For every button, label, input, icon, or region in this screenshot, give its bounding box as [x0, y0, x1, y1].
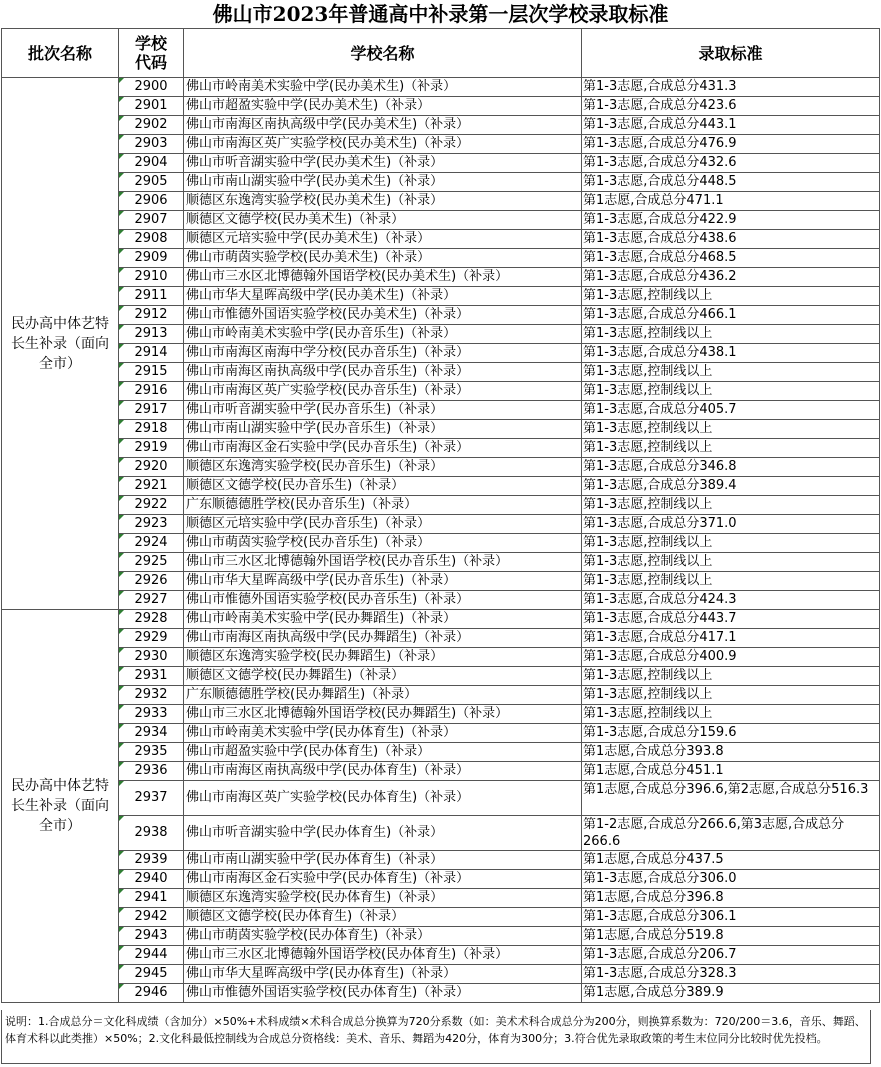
admission-standard-cell: 第1-3志愿,合成总分468.5: [582, 249, 880, 268]
school-name-cell: 佛山市超盈实验中学(民办美术生)（补录）: [184, 97, 582, 116]
admission-standard-cell: 第1-3志愿,控制线以上: [582, 667, 880, 686]
school-name-cell: 佛山市惟德外国语实验学校(民办美术生)（补录）: [184, 306, 582, 325]
admission-standard-cell: 第1-3志愿,合成总分389.4: [582, 477, 880, 496]
admission-standard-cell: 第1志愿,合成总分451.1: [582, 762, 880, 781]
school-name-cell: 佛山市南海区英广实验学校(民办体育生)（补录）: [184, 781, 582, 816]
school-name-cell: 佛山市听音湖实验中学(民办美术生)（补录）: [184, 154, 582, 173]
admission-standard-cell: 第1志愿,合成总分519.8: [582, 927, 880, 946]
school-code-cell: 2900: [119, 78, 184, 97]
table-body: [2, 78, 880, 1003]
school-name-cell: 佛山市萌茵实验学校(民办美术生)（补录）: [184, 249, 582, 268]
table-row: [2, 908, 880, 927]
admission-standard-cell: 第1-3志愿,合成总分306.1: [582, 908, 880, 927]
school-code-cell: 2905: [119, 173, 184, 192]
admission-standard-cell: 第1-3志愿,合成总分328.3: [582, 965, 880, 984]
admission-standard-cell: 第1-3志愿,控制线以上: [582, 705, 880, 724]
school-code-cell: 2922: [119, 496, 184, 515]
school-code-cell: 2920: [119, 458, 184, 477]
table-row: [2, 173, 880, 192]
header-batch: 批次名称: [2, 29, 119, 78]
batch-cell: 民办高中体艺特长生补录（面向全市）: [2, 610, 119, 1003]
table-row: [2, 325, 880, 344]
school-name-cell: 佛山市南山湖实验中学(民办体育生)（补录）: [184, 851, 582, 870]
school-code-cell: 2930: [119, 648, 184, 667]
admission-standard-cell: 第1-3志愿,合成总分424.3: [582, 591, 880, 610]
school-name-cell: 佛山市南海区金石实验中学(民办体育生)（补录）: [184, 870, 582, 889]
table-row: [2, 420, 880, 439]
admission-standard-cell: 第1-3志愿,合成总分417.1: [582, 629, 880, 648]
table-row: [2, 211, 880, 230]
school-name-cell: 佛山市华大星晖高级中学(民办美术生)（补录）: [184, 287, 582, 306]
school-name-cell: 佛山市南海区金石实验中学(民办音乐生)（补录）: [184, 439, 582, 458]
school-code-cell: 2939: [119, 851, 184, 870]
admission-standard-cell: 第1-3志愿,合成总分405.7: [582, 401, 880, 420]
school-code-cell: 2935: [119, 743, 184, 762]
admission-standard-cell: 第1-3志愿,控制线以上: [582, 363, 880, 382]
table-row: [2, 762, 880, 781]
school-code-cell: 2928: [119, 610, 184, 629]
school-name-cell: 顺德区文德学校(民办舞蹈生)（补录）: [184, 667, 582, 686]
table-row: [2, 363, 880, 382]
school-code-cell: 2908: [119, 230, 184, 249]
admission-standard-cell: 第1-3志愿,合成总分159.6: [582, 724, 880, 743]
school-code-cell: 2923: [119, 515, 184, 534]
header-school: 学校名称: [184, 29, 582, 78]
school-name-cell: 佛山市华大星晖高级中学(民办体育生)（补录）: [184, 965, 582, 984]
admission-standard-cell: 第1-3志愿,合成总分476.9: [582, 135, 880, 154]
table-row: [2, 477, 880, 496]
admission-standard-cell: 第1-3志愿,合成总分431.3: [582, 78, 880, 97]
school-name-cell: 佛山市南山湖实验中学(民办音乐生)（补录）: [184, 420, 582, 439]
school-name-cell: 顺德区元培实验中学(民办音乐生)（补录）: [184, 515, 582, 534]
table-row: [2, 816, 880, 851]
table-row: [2, 439, 880, 458]
school-code-cell: 2918: [119, 420, 184, 439]
table-row: [2, 230, 880, 249]
school-name-cell: 佛山市三水区北博德翰外国语学校(民办美术生)（补录）: [184, 268, 582, 287]
school-name-cell: 顺德区文德学校(民办体育生)（补录）: [184, 908, 582, 927]
school-code-cell: 2934: [119, 724, 184, 743]
footnote: 说明：1.合成总分＝文化科成绩（含加分）×50%+术科成绩×术科合成总分换算为720分系数（如：美术术科合成总分为200分，则换算系数为：720/200＝3.6，音乐、舞蹈、体育术科以此类推）×50%；2.文化科最低控制线为合成总分资格线：美术、音乐、舞蹈为420分，体育为300分；3.符合优先录取政策的考生末位同分比较时优先投档。: [1, 1010, 871, 1064]
school-name-cell: 佛山市萌茵实验学校(民办音乐生)（补录）: [184, 534, 582, 553]
admission-standard-cell: 第1-3志愿,合成总分448.5: [582, 173, 880, 192]
school-code-cell: 2901: [119, 97, 184, 116]
school-code-cell: 2926: [119, 572, 184, 591]
school-name-cell: 佛山市三水区北博德翰外国语学校(民办体育生)（补录）: [184, 946, 582, 965]
school-name-cell: 佛山市惟德外国语实验学校(民办音乐生)（补录）: [184, 591, 582, 610]
school-name-cell: 佛山市南山湖实验中学(民办美术生)（补录）: [184, 173, 582, 192]
school-code-cell: 2940: [119, 870, 184, 889]
school-code-cell: 2931: [119, 667, 184, 686]
school-code-cell: 2942: [119, 908, 184, 927]
table-row: [2, 851, 880, 870]
school-code-cell: 2916: [119, 382, 184, 401]
table-row: [2, 667, 880, 686]
table-row: [2, 743, 880, 762]
school-name-cell: 顺德区文德学校(民办美术生)（补录）: [184, 211, 582, 230]
admission-standard-cell: 第1-3志愿,控制线以上: [582, 553, 880, 572]
table-row: [2, 515, 880, 534]
table-row: [2, 781, 880, 816]
table-row: [2, 572, 880, 591]
admission-standard-cell: 第1-3志愿,合成总分306.0: [582, 870, 880, 889]
school-name-cell: 佛山市三水区北博德翰外国语学校(民办音乐生)（补录）: [184, 553, 582, 572]
admission-standard-cell: 第1-3志愿,合成总分423.6: [582, 97, 880, 116]
school-name-cell: 顺德区东逸湾实验学校(民办体育生)（补录）: [184, 889, 582, 908]
table-row: [2, 78, 880, 97]
admission-standard-cell: 第1-3志愿,控制线以上: [582, 325, 880, 344]
table-row: [2, 154, 880, 173]
admission-standard-cell: 第1-3志愿,合成总分438.1: [582, 344, 880, 363]
admission-standard-cell: 第1志愿,合成总分437.5: [582, 851, 880, 870]
school-code-cell: 2912: [119, 306, 184, 325]
admission-standard-cell: 第1-3志愿,控制线以上: [582, 534, 880, 553]
school-name-cell: 佛山市南海区南海中学分校(民办音乐生)（补录）: [184, 344, 582, 363]
school-name-cell: 广东顺德德胜学校(民办舞蹈生)（补录）: [184, 686, 582, 705]
school-code-cell: 2937: [119, 781, 184, 816]
table-row: [2, 268, 880, 287]
table-row: [2, 686, 880, 705]
table-row: [2, 496, 880, 515]
table-row: [2, 287, 880, 306]
batch-cell: 民办高中体艺特长生补录（面向全市）: [2, 78, 119, 610]
school-code-cell: 2936: [119, 762, 184, 781]
table-row: [2, 306, 880, 325]
admission-standard-cell: 第1志愿,合成总分393.8: [582, 743, 880, 762]
school-code-cell: 2944: [119, 946, 184, 965]
table-row: [2, 705, 880, 724]
school-name-cell: 佛山市超盈实验中学(民办体育生)（补录）: [184, 743, 582, 762]
admission-standard-cell: 第1-3志愿,合成总分371.0: [582, 515, 880, 534]
school-code-cell: 2925: [119, 553, 184, 572]
admission-standard-cell: 第1-3志愿,合成总分436.2: [582, 268, 880, 287]
school-code-cell: 2941: [119, 889, 184, 908]
admission-table: [1, 28, 880, 1003]
header-code: 学校代码: [119, 29, 184, 78]
school-name-cell: 顺德区元培实验中学(民办美术生)（补录）: [184, 230, 582, 249]
admission-standard-cell: 第1-3志愿,控制线以上: [582, 439, 880, 458]
admission-standard-cell: 第1-3志愿,合成总分346.8: [582, 458, 880, 477]
school-code-cell: 2919: [119, 439, 184, 458]
school-name-cell: 顺德区东逸湾实验学校(民办音乐生)（补录）: [184, 458, 582, 477]
admission-standard-cell: 第1-2志愿,合成总分266.6,第3志愿,合成总分266.6: [582, 816, 880, 851]
school-code-cell: 2914: [119, 344, 184, 363]
school-code-cell: 2915: [119, 363, 184, 382]
table-row: [2, 458, 880, 477]
admission-standard-cell: 第1-3志愿,控制线以上: [582, 382, 880, 401]
school-name-cell: 佛山市岭南美术实验中学(民办美术生)（补录）: [184, 78, 582, 97]
admission-standard-cell: 第1志愿,合成总分389.9: [582, 984, 880, 1003]
table-row: [2, 591, 880, 610]
table-row: [2, 724, 880, 743]
school-code-cell: 2921: [119, 477, 184, 496]
school-code-cell: 2906: [119, 192, 184, 211]
table-row: [2, 965, 880, 984]
table-row: [2, 648, 880, 667]
school-code-cell: 2943: [119, 927, 184, 946]
school-name-cell: 佛山市听音湖实验中学(民办音乐生)（补录）: [184, 401, 582, 420]
school-code-cell: 2909: [119, 249, 184, 268]
table-row: [2, 534, 880, 553]
school-code-cell: 2904: [119, 154, 184, 173]
admission-standard-cell: 第1-3志愿,控制线以上: [582, 686, 880, 705]
admission-standard-cell: 第1志愿,合成总分396.8: [582, 889, 880, 908]
school-name-cell: 佛山市听音湖实验中学(民办体育生)（补录）: [184, 816, 582, 851]
admission-standard-cell: 第1-3志愿,合成总分443.7: [582, 610, 880, 629]
table-row: [2, 927, 880, 946]
table-row: [2, 249, 880, 268]
school-name-cell: 佛山市南海区南执高级中学(民办美术生)（补录）: [184, 116, 582, 135]
school-name-cell: 佛山市南海区英广实验学校(民办音乐生)（补录）: [184, 382, 582, 401]
table-row: [2, 382, 880, 401]
admission-standard-cell: 第1-3志愿,合成总分422.9: [582, 211, 880, 230]
table-row: [2, 946, 880, 965]
school-code-cell: 2929: [119, 629, 184, 648]
school-code-cell: 2927: [119, 591, 184, 610]
school-code-cell: 2945: [119, 965, 184, 984]
admission-standard-cell: 第1-3志愿,控制线以上: [582, 287, 880, 306]
table-row: [2, 401, 880, 420]
admission-standard-cell: 第1-3志愿,合成总分466.1: [582, 306, 880, 325]
school-name-cell: 佛山市岭南美术实验中学(民办舞蹈生)（补录）: [184, 610, 582, 629]
table-row: [2, 553, 880, 572]
school-name-cell: 佛山市岭南美术实验中学(民办体育生)（补录）: [184, 724, 582, 743]
admission-standard-cell: 第1志愿,合成总分396.6,第2志愿,合成总分516.3: [582, 781, 880, 816]
table-row: [2, 135, 880, 154]
admission-standard-cell: 第1-3志愿,合成总分443.1: [582, 116, 880, 135]
school-code-cell: 2933: [119, 705, 184, 724]
school-code-cell: 2907: [119, 211, 184, 230]
school-name-cell: 广东顺德德胜学校(民办音乐生)（补录）: [184, 496, 582, 515]
school-name-cell: 佛山市南海区英广实验学校(民办美术生)（补录）: [184, 135, 582, 154]
admission-standard-cell: 第1-3志愿,控制线以上: [582, 572, 880, 591]
admission-standard-cell: 第1-3志愿,合成总分400.9: [582, 648, 880, 667]
table-row: [2, 984, 880, 1003]
school-name-cell: 顺德区东逸湾实验学校(民办舞蹈生)（补录）: [184, 648, 582, 667]
header-row: [2, 29, 880, 78]
school-name-cell: 佛山市惟德外国语实验学校(民办体育生)（补录）: [184, 984, 582, 1003]
school-name-cell: 佛山市岭南美术实验中学(民办音乐生)（补录）: [184, 325, 582, 344]
school-code-cell: 2938: [119, 816, 184, 851]
school-code-cell: 2946: [119, 984, 184, 1003]
admission-standard-cell: 第1-3志愿,合成总分432.6: [582, 154, 880, 173]
school-name-cell: 佛山市南海区南执高级中学(民办舞蹈生)（补录）: [184, 629, 582, 648]
table-row: [2, 116, 880, 135]
school-name-cell: 佛山市南海区南执高级中学(民办音乐生)（补录）: [184, 363, 582, 382]
school-code-cell: 2924: [119, 534, 184, 553]
school-name-cell: 顺德区东逸湾实验学校(民办美术生)（补录）: [184, 192, 582, 211]
school-code-cell: 2910: [119, 268, 184, 287]
header-standard: 录取标准: [582, 29, 880, 78]
table-row: [2, 344, 880, 363]
school-name-cell: 佛山市三水区北博德翰外国语学校(民办舞蹈生)（补录）: [184, 705, 582, 724]
school-name-cell: 佛山市华大星晖高级中学(民办音乐生)（补录）: [184, 572, 582, 591]
table-row: [2, 629, 880, 648]
school-name-cell: 佛山市南海区南执高级中学(民办体育生)（补录）: [184, 762, 582, 781]
school-name-cell: 顺德区文德学校(民办音乐生)（补录）: [184, 477, 582, 496]
page-title: 佛山市2023年普通高中补录第一层次学校录取标准: [212, 2, 669, 26]
table-row: [2, 610, 880, 629]
admission-standard-cell: 第1-3志愿,控制线以上: [582, 420, 880, 439]
table-row: [2, 192, 880, 211]
school-name-cell: 佛山市萌茵实验学校(民办体育生)（补录）: [184, 927, 582, 946]
school-code-cell: 2903: [119, 135, 184, 154]
school-code-cell: 2911: [119, 287, 184, 306]
table-row: [2, 889, 880, 908]
school-code-cell: 2917: [119, 401, 184, 420]
table-row: [2, 870, 880, 889]
admission-standard-cell: 第1-3志愿,合成总分438.6: [582, 230, 880, 249]
admission-standard-cell: 第1志愿,合成总分471.1: [582, 192, 880, 211]
admission-standard-cell: 第1-3志愿,控制线以上: [582, 496, 880, 515]
admission-standard-cell: 第1-3志愿,合成总分206.7: [582, 946, 880, 965]
school-code-cell: 2932: [119, 686, 184, 705]
table-row: [2, 97, 880, 116]
school-code-cell: 2913: [119, 325, 184, 344]
school-code-cell: 2902: [119, 116, 184, 135]
